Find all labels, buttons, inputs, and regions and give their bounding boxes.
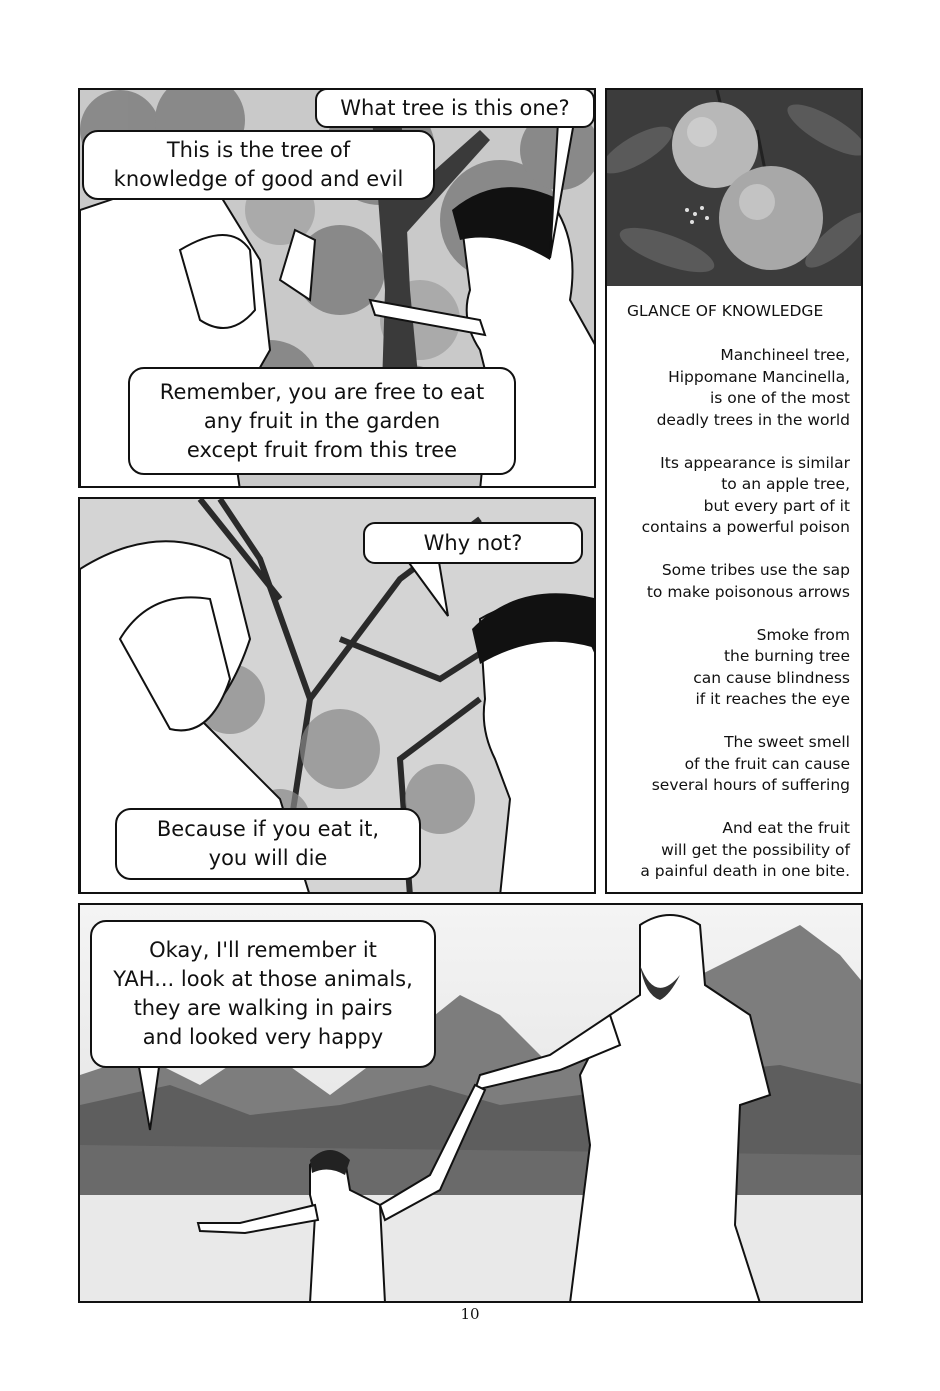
info-paragraph xyxy=(640,625,850,711)
speech-line: they are walking in pairs xyxy=(133,996,393,1020)
speech-line: except fruit from this tree xyxy=(186,437,458,462)
info-line: if it reaches the eye xyxy=(695,690,850,708)
speech-line: This is the tree of xyxy=(166,138,351,162)
speech-bubble-okay xyxy=(90,920,436,1068)
info-title: GLANCE OF KNOWLEDGE xyxy=(627,302,824,320)
info-line: the burning tree xyxy=(723,647,850,665)
info-line: The sweet smell xyxy=(724,733,850,751)
speech-line: Remember, you are free to eat xyxy=(159,379,485,404)
info-line: Manchineel tree, xyxy=(720,346,850,364)
info-line: a painful death in one bite. xyxy=(640,862,850,880)
info-line: deadly trees in the world xyxy=(656,410,850,429)
info-line: And eat the fruit xyxy=(722,819,850,837)
manchineel-fruit-photo xyxy=(607,90,863,286)
speech-bubble-why-not xyxy=(363,522,583,564)
speech-line: Because if you eat it, xyxy=(156,817,380,841)
info-line: Its appearance is similar xyxy=(660,453,850,472)
page-number: 10 xyxy=(460,1305,480,1323)
speech-bubble-what-tree xyxy=(315,88,595,128)
speech-line: any fruit in the garden xyxy=(203,408,441,433)
info-line: will get the possibility of xyxy=(661,840,850,859)
info-text xyxy=(640,345,850,883)
speech-bubble-tree-of-knowledge xyxy=(82,130,435,200)
info-paragraph xyxy=(640,732,850,797)
speech-line: you will die xyxy=(208,846,328,870)
speech-line: What tree is this one? xyxy=(340,95,570,120)
info-paragraph xyxy=(640,453,850,539)
info-line: to make poisonous arrows xyxy=(646,582,850,601)
speech-bubble-because xyxy=(115,808,421,880)
info-line: Hippomane Mancinella, xyxy=(668,367,850,386)
info-line: but every part of it xyxy=(703,496,850,515)
info-line: is one of the most xyxy=(709,389,850,407)
info-line: can cause blindness xyxy=(693,668,850,687)
speech-tail-what-tree xyxy=(540,118,580,268)
speech-line: Okay, I'll remember it xyxy=(149,938,377,962)
info-line: Some tribes use the sap xyxy=(661,561,850,579)
info-line: of the fruit can cause xyxy=(684,754,850,773)
speech-line: knowledge of good and evil xyxy=(113,167,404,191)
speech-line: Why not? xyxy=(423,530,523,555)
info-line: contains a powerful poison xyxy=(641,518,850,536)
info-line: to an apple tree, xyxy=(721,475,850,493)
info-line: Smoke from xyxy=(756,625,850,644)
info-paragraph xyxy=(640,345,850,431)
speech-line: and looked very happy xyxy=(142,1025,384,1049)
speech-bubble-remember xyxy=(128,367,516,475)
info-paragraph xyxy=(640,818,850,883)
speech-line: YAH... look at those animals, xyxy=(113,967,413,991)
info-line: several hours of suffering xyxy=(651,776,850,794)
info-paragraph xyxy=(640,560,850,603)
